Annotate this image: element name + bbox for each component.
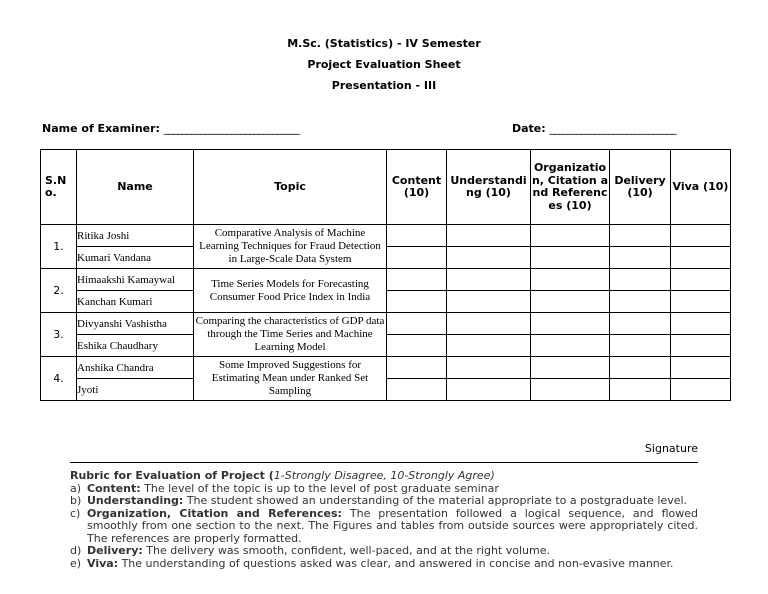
student-name: Divyanshi Vashistha — [77, 313, 194, 335]
score-cell-delivery[interactable] — [610, 379, 671, 401]
program-title: M.Sc. (Statistics) - IV Semester — [287, 37, 481, 50]
score-cell-organization[interactable] — [531, 269, 610, 291]
project-topic: Comparing the characteristics of GDP data through the Time Series and Machine Learning Model — [194, 313, 387, 357]
score-cell-content[interactable] — [387, 379, 447, 401]
date-label: Date: — [512, 122, 546, 135]
serial-number: 2. — [41, 269, 77, 313]
student-name: Himaakshi Kamaywal — [77, 269, 194, 291]
project-topic: Comparative Analysis of Machine Learning Techniques for Fraud Detection in Large-Scale Data System — [194, 225, 387, 269]
score-cell-delivery[interactable] — [610, 247, 671, 269]
score-cell-organization[interactable] — [531, 247, 610, 269]
evaluation-table — [40, 149, 731, 401]
column-header-sno: S.No. — [41, 150, 77, 225]
examiner-field — [42, 122, 299, 135]
column-header-organization: Organization, Citation and References (10) — [531, 150, 610, 225]
column-header-content: Content (10) — [387, 150, 447, 225]
student-name: Kanchan Kumari — [77, 291, 194, 313]
score-cell-organization[interactable] — [531, 379, 610, 401]
rubric — [70, 470, 698, 570]
sheet-title: Project Evaluation Sheet — [307, 58, 461, 71]
score-cell-content[interactable] — [387, 269, 447, 291]
score-cell-delivery[interactable] — [610, 225, 671, 247]
examiner-blank: ______________________________ — [163, 122, 299, 135]
score-cell-viva[interactable] — [671, 335, 731, 357]
signature-label: Signature — [644, 442, 698, 455]
serial-number: 1. — [41, 225, 77, 269]
rubric-scale-note: 1-Strongly Disagree, 10-Strongly Agree) — [273, 469, 495, 482]
table-row — [41, 269, 731, 291]
score-cell-understanding[interactable] — [447, 269, 531, 291]
list-item: c) Organization, Citation and References: The presentation followed a logical sequence, and flowed smoothly from one section to the next. The Figures and tables from outside sources were appropriately cited. The references are properly formatted. — [70, 506, 698, 545]
score-cell-understanding[interactable] — [447, 291, 531, 313]
list-item: a) Content: The level of the topic is up to the level of post graduate seminar — [70, 481, 499, 495]
score-cell-organization[interactable] — [531, 313, 610, 335]
score-cell-viva[interactable] — [671, 247, 731, 269]
score-cell-delivery[interactable] — [610, 269, 671, 291]
score-cell-content[interactable] — [387, 247, 447, 269]
score-cell-viva[interactable] — [671, 291, 731, 313]
score-cell-viva[interactable] — [671, 269, 731, 291]
list-item: b) Understanding: The student showed an understanding of the material appropriate to a postgraduate level. — [70, 494, 688, 507]
score-cell-delivery[interactable] — [610, 313, 671, 335]
score-cell-viva[interactable] — [671, 379, 731, 401]
score-cell-content[interactable] — [387, 291, 447, 313]
rubric-title: Rubric for Evaluation of Project (1-Strongly Disagree, 10-Strongly Agree) — [70, 469, 495, 482]
score-cell-organization[interactable] — [531, 335, 610, 357]
column-header-name: Name — [77, 150, 194, 225]
examiner-label: Name of Examiner: — [42, 122, 160, 135]
rubric-list — [70, 483, 698, 571]
presentation-title: Presentation - III — [331, 79, 437, 92]
student-name: Eshika Chaudhary — [77, 335, 194, 357]
table-row — [41, 357, 731, 379]
column-header-delivery: Delivery (10) — [610, 150, 671, 225]
divider — [70, 462, 698, 463]
serial-number: 4. — [41, 357, 77, 401]
score-cell-understanding[interactable] — [447, 313, 531, 335]
project-topic: Some Improved Suggestions for Estimating Mean under Ranked Set Sampling — [194, 357, 387, 401]
score-cell-delivery[interactable] — [610, 291, 671, 313]
score-cell-understanding[interactable] — [447, 247, 531, 269]
project-topic: Time Series Models for Forecasting Consumer Food Price Index in India — [194, 269, 387, 313]
list-item: d) Delivery: The delivery was smooth, confident, well-paced, and at the right volume. — [70, 544, 550, 557]
score-cell-understanding[interactable] — [447, 357, 531, 379]
score-cell-organization[interactable] — [531, 357, 610, 379]
score-cell-understanding[interactable] — [447, 379, 531, 401]
student-name: Anshika Chandra — [77, 357, 194, 379]
column-header-understanding: Understanding (10) — [447, 150, 531, 225]
student-name: Kumari Vandana — [77, 247, 194, 269]
score-cell-understanding[interactable] — [447, 225, 531, 247]
table-row — [41, 225, 731, 247]
score-cell-delivery[interactable] — [610, 335, 671, 357]
serial-number: 3. — [41, 313, 77, 357]
score-cell-understanding[interactable] — [447, 335, 531, 357]
score-cell-delivery[interactable] — [610, 357, 671, 379]
score-cell-content[interactable] — [387, 313, 447, 335]
score-cell-viva[interactable] — [671, 225, 731, 247]
score-cell-content[interactable] — [387, 357, 447, 379]
score-cell-organization[interactable] — [531, 291, 610, 313]
table-header-row — [41, 150, 731, 225]
score-cell-viva[interactable] — [671, 313, 731, 335]
score-cell-content[interactable] — [387, 225, 447, 247]
date-field — [512, 122, 676, 135]
student-name: Jyoti — [77, 379, 194, 401]
score-cell-content[interactable] — [387, 335, 447, 357]
student-name: Ritika Joshi — [77, 225, 194, 247]
column-header-topic: Topic — [194, 150, 387, 225]
score-cell-organization[interactable] — [531, 225, 610, 247]
list-item: e) Viva: The understanding of questions asked was clear, and answered in concise and non-evasive manner. — [70, 556, 674, 570]
column-header-viva: Viva (10) — [671, 150, 731, 225]
score-cell-viva[interactable] — [671, 357, 731, 379]
table-row — [41, 313, 731, 335]
date-blank: ____________________________ — [549, 122, 676, 135]
